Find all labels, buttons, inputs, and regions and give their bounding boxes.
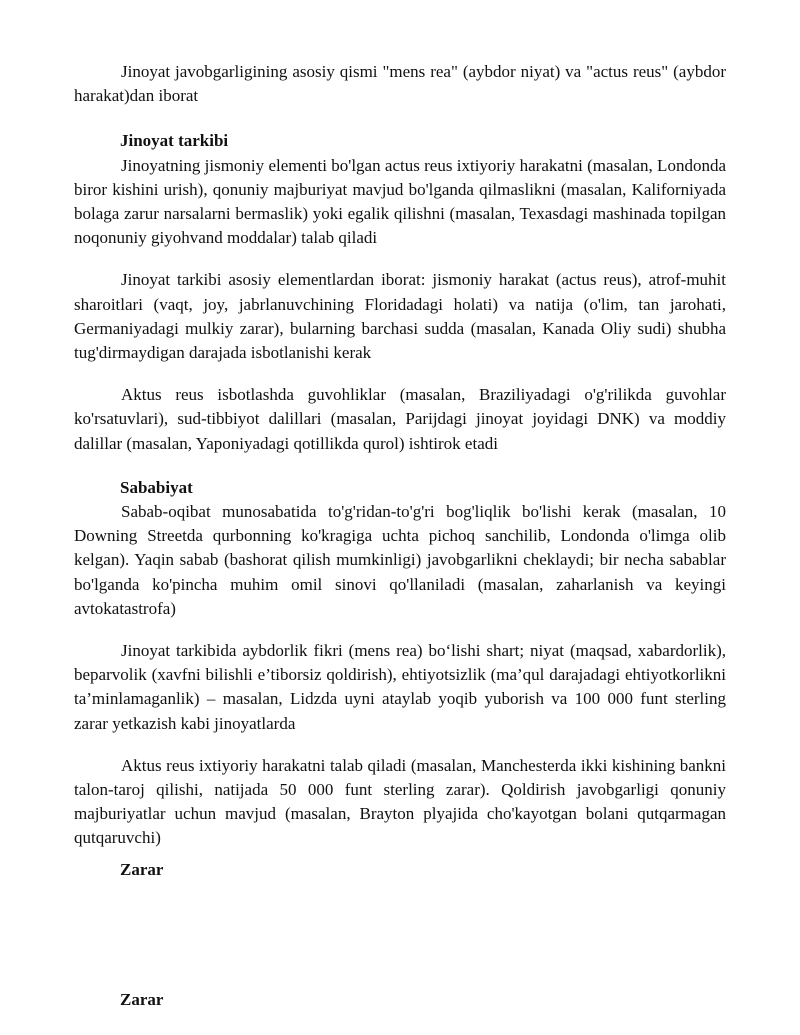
paragraph: Aktus reus ixtiyoriy harakatni talab qiladi (masalan, Manchesterda ikki kishining bankni talon-taroj qilishi, natijada 50 000 funt sterling zarar). Qoldirish javobgarligi qonuniy majburiyatlar uchun mavjud (masalan, Brayton plyajida cho'kayotgan bolani qutqarmagan qutqaruvchi) bbox=[74, 755, 726, 848]
paragraph: Jinoyatning jismoniy elementi bo'lgan actus reus ixtiyoriy harakatni (masalan, Londonda biror kishini urish), qonuniy majburiyat mavjud bo'lganda qilmaslikni (masalan, Kaliforniyada bolaga zarur narsalarni bermaslik) yoki egalik qilishni (masalan, Texasdagi mashinada topilgan noqonuniy giyohvand moddalar) talab qiladi bbox=[74, 155, 726, 248]
document-body bbox=[74, 60, 726, 851]
section-heading-zarar-2: Zarar bbox=[120, 990, 164, 1009]
section-heading-zarar: Zarar bbox=[120, 860, 164, 879]
intro-paragraph: Jinoyat javobgarligining asosiy qismi "mens rea" (aybdor niyat) va "actus reus" (aybdor harakat)dan iborat bbox=[74, 62, 726, 106]
section-heading-jinoyat-tarkibi: Jinoyat tarkibi bbox=[120, 131, 229, 151]
section-heading-sababiyat: Sababiyat bbox=[120, 477, 193, 497]
paragraph: Jinoyat tarkibida aybdorlik fikri (mens rea) bo‘lishi shart; niyat (maqsad, xabardorlik), beparvolik (xavfni bilishli e’tiborsiz qoldirish), ehtiyotsizlik (ma’qul darajadagi ehtiyotkorlikni ta’minlamaganlik) – masalan, Lidzda uyni ataylab yoqib yuborish va 100 000 funt sterling zarar yetkazish kabi jinoyatlarda bbox=[74, 641, 726, 733]
paragraph: Jinoyat tarkibi asosiy elementlardan iborat: jismoniy harakat (actus reus), atrof-muhit sharoitlari (vaqt, joy, jabrlanuvchining Floridadagi holati) va natija (o'lim, tan jarohati, Germaniyadagi mulkiy zarar), bularning barchasi sudda (masalan, Kanada Oliy sudi) shubha tug'dirmaydigan darajada isbotlanishi kerak bbox=[74, 270, 726, 363]
paragraph: Aktus reus isbotlashda guvohliklar (masalan, Braziliyadagi o'g'rilikda guvohlar ko'rsatuvlari), sud-tibbiyot dalillari (masalan, Parijdagi jinoyat joyidagi DNK) va moddiy dalillar (masalan, Yaponiyadagi qotillikda qurol) ishtirok etadi bbox=[74, 385, 726, 453]
paragraph: Sabab-oqibat munosabatida to'g'ridan-to'g'ri bog'liqlik bo'lishi kerak (masalan, 10 Downing Streetda qurbonning ko'kragiga uchta pichoq sanchilib, Londonda o'limga olib kelgan). Yaqin sabab (bashorat qilish mumkinligi) javobgarlikni cheklaydi; bir necha sabablar bo'lganda ko'pincha muhim omil sinovi qo'llaniladi (masalan, zaharlanish va keyingi avtokatastrofa) bbox=[74, 502, 726, 618]
